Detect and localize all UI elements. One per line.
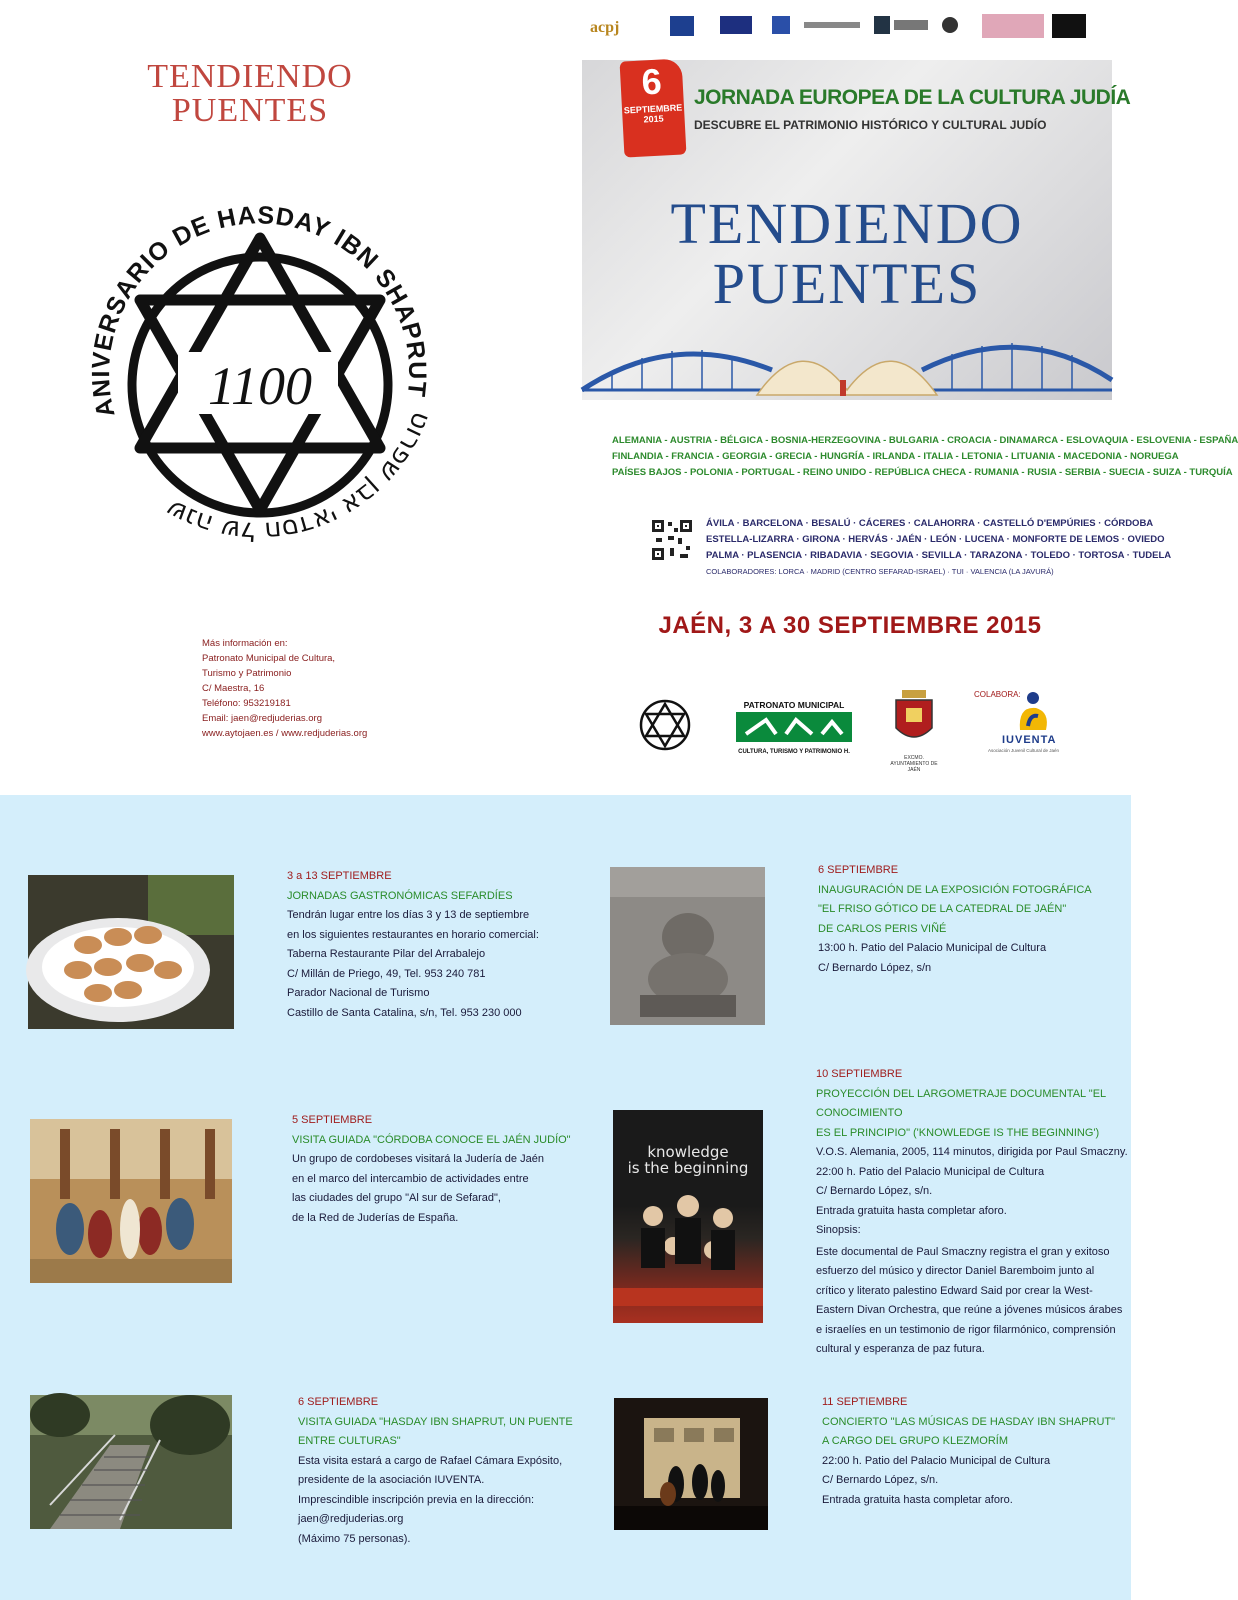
info-block [202,636,422,741]
info-line: Patronato Municipal de Cultura, [202,653,336,664]
cities-line: ÁVILA · BARCELONA · BESALÚ · CÁCERES · CALAHORRA · CASTELLÓ D'EMPÚRIES · CÓRDOBA [706,518,1154,529]
poster-musicians-image [613,1176,763,1306]
iuventa-logo [974,690,1084,760]
event-title: ES EL PRINCIPIO" ('KNOWLEDGE IS THE BEGINNING') [816,1126,1100,1139]
sponsor-logo-strip [590,12,1110,44]
poster-film-title [613,1144,763,1176]
aepj-france-logo [982,14,1044,38]
iuventa-label: IUVENTA [1002,734,1057,746]
synopsis-text: Eastern Divan Orchestra, que reúne a jóvenes músicos árabes [816,1304,1123,1316]
event-text: de la Red de Juderías de España. [292,1211,459,1224]
synopsis-text: Este documental de Paul Smaczny registra el gran y exitoso [816,1245,1110,1258]
info-line: Teléfono: 953219181 [202,698,291,709]
acpj-logo: acpj [590,19,620,36]
countries-list [612,433,1238,481]
synopsis-text: esfuerzo del músico y director Daniel Baremboim junto al [816,1265,1095,1277]
event-gastronomia [287,867,567,1023]
event-text: Sinopsis: [816,1224,861,1236]
event-title: INAUGURACIÓN DE LA EXPOSICIÓN FOTOGRÁFICA [818,883,1092,896]
event-text: Entrada gratuita hasta completar aforo. [816,1204,1007,1217]
patronato-logo-top: PATRONATO MUNICIPAL [743,700,845,710]
event-title: PROYECCIÓN DEL LARGOMETRAJE DOCUMENTAL "EL CONOCIMIENTO [816,1087,1106,1119]
cities-line: PALMA · PLASENCIA · RIBADAVIA · SEGOVIA · SEVILLA · TARAZONA · TOLEDO · TORTOSA · TUDELA [706,550,1172,561]
info-line: Más información en: [202,638,288,649]
event-text: 22:00 h. Patio del Palacio Municipal de Cultura [816,1165,1045,1178]
left-title-line2: PUENTES [171,92,329,129]
event-date: 6 SEPTIEMBRE [818,864,899,876]
iuventa-sub: Asociación Juvenil Cultural de Jaén [988,748,1060,753]
sponsor-logo [942,17,958,33]
patronato-logo [736,700,852,760]
walkway-photo [30,1395,232,1529]
countries-line: PAÍSES BAJOS - POLONIA - PORTUGAL - REINO UNIDO - REPÚBLICA CHECA - RUMANIA - RUSIA - SERBIA - SUECIA - SUIZA - TURQUÍA [612,467,1233,478]
knowledge-poster [613,1110,763,1323]
event-title: JORNADAS GASTRONÓMICAS SEFARDÍES [287,889,513,902]
hasday-emblem [60,180,450,580]
event-documental [816,1065,1126,1360]
cities-list [706,516,1172,580]
info-line: C/ Maestra, 16 [202,683,265,694]
synopsis-text: crítico y literato palestino Edward Said por crear la West- [816,1284,1093,1297]
jec-logo [1052,14,1086,38]
info-line: Turismo y Patrimonio [202,668,292,679]
patronato-logo-mark [736,710,852,744]
council-of-europe-logo [670,16,694,36]
painting-photo [30,1119,232,1283]
event-text: Esta visita estará a cargo de Rafael Cámara Expósito, [298,1454,563,1467]
bridge-illustration [582,310,1112,400]
info-email-link[interactable]: Email: jaen@redjuderias.org [202,713,323,724]
event-text: Parador Nacional de Turismo [287,987,430,999]
event-date: 10 SEPTIEMBRE [816,1068,903,1080]
synopsis-text: cultural y esperanza de paz futura. [816,1343,985,1355]
event-title: VISITA GUIADA "CÓRDOBA CONOCE EL JAÉN JUDÍO" [292,1133,571,1146]
event-concierto [822,1393,1122,1510]
event-text: 13:00 h. Patio del Palacio Municipal de Cultura [818,942,1047,954]
countries-line: FINLANDIA - FRANCIA - GEORGIA - GRECIA - HUNGRÍA - IRLANDA - ITALIA - LETONIA - LITUANIA - MACEDONIA - NORUEGA [612,451,1179,462]
events-section [0,795,1131,1600]
caminos-sefarad-logo [874,16,890,34]
event-title: DE CARLOS PERIS VIÑÉ [818,922,947,935]
event-text: Taberna Restaurante Pilar del Arrabalejo [287,948,486,960]
event-text: C/ Bernardo López, s/n. [816,1185,933,1197]
badge-year: 2015 [643,113,664,125]
colabora-label: COLABORA: [974,690,1021,699]
event-text: Imprescindible inscripción previa en la dirección: [298,1493,535,1506]
qr-code-icon[interactable] [650,518,694,562]
patronato-logo-bottom: CULTURA, TURISMO Y PATRIMONIO H. [738,749,850,755]
emblem-hebrew-text: שנה של חסדאי אבן שפרוט [161,407,437,547]
event-text: presidente de la asociación IUVENTA. [298,1474,485,1486]
event-visita-hasday [298,1393,578,1549]
event-date: 11 SEPTIEMBRE [822,1396,908,1408]
cities-line: ESTELLA-LIZARRA · GIRONA · HERVÁS · JAÉN · LEÓN · LUCENA · MONFORTE DE LEMOS · OVIEDO [706,534,1165,545]
emblem-number: 1100 [208,356,312,416]
iuventa-mark-icon [1010,690,1056,734]
jornada-subtitle: DESCUBRE EL PATRIMONIO HISTÓRICO Y CULTURAL JUDÍO [694,118,1047,132]
event-date: 5 SEPTIEMBRE [292,1114,373,1126]
event-email-link[interactable]: jaen@redjuderias.org [298,1513,404,1525]
sponsor-logo [894,20,928,30]
concert-photo [614,1398,768,1530]
poster-title-line2: PUENTES [712,251,982,316]
poster-film-title-line1: knowledge [647,1143,729,1161]
event-text: Un grupo de cordobeses visitará la Judería de Jaén [292,1153,544,1165]
event-title: "EL FRISO GÓTICO DE LA CATEDRAL DE JAÉN" [818,903,1067,915]
event-text: Entrada gratuita hasta completar aforo. [822,1493,1013,1506]
badge-month: SEPTIEMBRE [623,102,683,116]
event-text: en los siguientes restaurantes en horario comercial: [287,928,539,941]
event-text: las ciudades del grupo "Al sur de Sefarad", [292,1192,501,1204]
event-visita-cordoba [292,1111,572,1228]
event-text: V.O.S. Alemania, 2005, 114 minutos, dirigida por Paul Smaczny. [816,1146,1128,1158]
poster-film-title-line2: is the beginning [627,1159,749,1177]
bnai-brith-logo [720,16,752,34]
ayuntamiento-label: EXCMO. AYUNTAMIENTO DE JAÉN [890,755,938,773]
ayuntamiento-logo [886,688,942,773]
event-text: Tendrán lugar entre los días 3 y 13 de septiembre [287,909,530,921]
collaborators-line: COLABORADORES: LORCA · MADRID (CENTRO SEFARAD-ISRAEL) · TUI · VALENCIA (LA JAVURÁ) [706,567,1054,576]
coat-of-arms-icon [886,688,942,750]
date-badge [620,58,687,157]
event-text: Castillo de Santa Catalina, s/n, Tel. 953 230 000 [287,1006,522,1019]
sponsor-logo [804,22,860,28]
event-title: A CARGO DEL GRUPO KLEZMORÍM [822,1435,1009,1447]
event-title: CONCIERTO "LAS MÚSICAS DE HASDAY IBN SHAPRUT" [822,1415,1116,1428]
event-title: VISITA GUIADA "HASDAY IBN SHAPRUT, UN PUENTE [298,1415,573,1428]
event-text: en el marco del intercambio de actividades entre [292,1172,529,1185]
hasday-emblem-small-icon [630,690,700,760]
info-web-link[interactable]: www.aytojaen.es / www.redjuderias.org [202,728,368,739]
jornada-title: JORNADA EUROPEA DE LA CULTURA JUDÍA [694,86,1131,109]
event-dates: JAÉN, 3 A 30 SEPTIEMBRE 2015 [658,612,1042,639]
event-exposicion [818,861,1118,978]
emblem-ring-text: ANIVERSARIO DE HASDAY IBN SHAPRUT [86,201,432,420]
food-photo [28,875,234,1029]
badge-number: 6 [640,60,663,103]
left-title [130,60,370,128]
gothic-frieze-photo [610,867,765,1025]
poster-title-line1: TENDIENDO [670,191,1024,256]
event-text: C/ Millán de Priego, 49, Tel. 953 240 781 [287,967,486,980]
event-text: (Máximo 75 personas). [298,1532,411,1545]
countries-line: ALEMANIA - AUSTRIA - BÉLGICA - BOSNIA-HERZEGOVINA - BULGARIA - CROACIA - DINAMARCA - ESLOVAQUIA - ESLOVENIA - ESPAÑA [612,435,1238,446]
event-text: C/ Bernardo López, s/n [818,961,932,974]
event-date: 3 a 13 SEPTIEMBRE [287,870,392,882]
event-date: 6 SEPTIEMBRE [298,1396,379,1408]
synopsis-text: e israelíes en un testimonio de rigor filarmónico, comprensión [816,1323,1116,1336]
event-text: 22:00 h. Patio del Palacio Municipal de Cultura [822,1454,1051,1467]
left-title-line1: TENDIENDO [147,58,353,95]
event-text: C/ Bernardo López, s/n. [822,1474,939,1486]
event-poster [582,60,1131,400]
event-title: ENTRE CULTURAS" [298,1435,401,1447]
eu-logo [772,16,790,34]
open-book-icon [757,361,937,395]
